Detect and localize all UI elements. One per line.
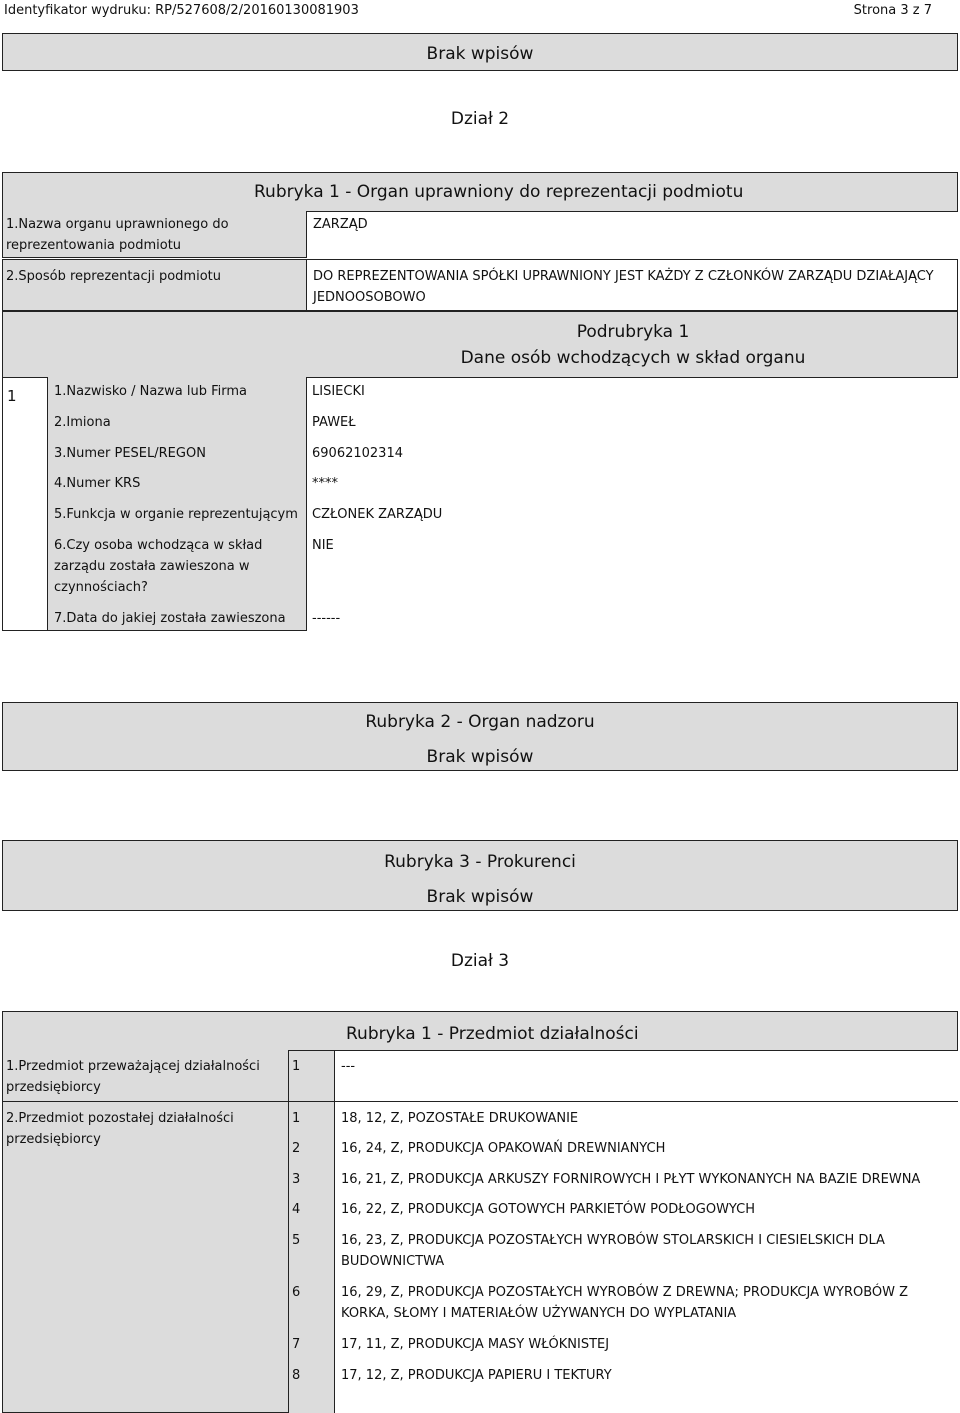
rubryka-2-box (2, 702, 958, 771)
field2-value-cell (306, 259, 958, 311)
other-activity-label: 2.Przedmiot pozostałej działalności przedsiębiorcy (6, 1111, 234, 1147)
print-identifier: Identyfikator wydruku: RP/527608/2/20160130081903 (4, 3, 359, 18)
person-field-label: 1.Nazwisko / Nazwa lub Firma (54, 384, 247, 399)
section-title-dzial-2: Dział 2 (450, 109, 510, 129)
divider (2, 1101, 958, 1102)
field1-value: ZARZĄD (313, 217, 368, 232)
list-item-number: 1 (292, 1111, 301, 1126)
list-item-number: 2 (292, 1141, 301, 1156)
field1-value-cell (306, 211, 958, 258)
rubryka-2-no-entries: Brak wpisów (426, 747, 534, 767)
list-item-text: 17, 12, Z, PRODUKCJA PAPIERU I TEKTURY (341, 1368, 612, 1383)
podrubryka-subtitle: Dane osób wchodzących w skład organu (460, 348, 806, 368)
list-item-text: 16, 29, Z, PRODUKCJA POZOSTAŁYCH WYROBÓW Z DREWNA; PRODUKCJA WYROBÓW Z KORKA, SŁOMY I MATERIAŁÓW UŻYWANYCH DO WYPLATANIA (341, 1285, 909, 1321)
list-item-number: 3 (292, 1172, 301, 1187)
list-item-number: 5 (292, 1233, 301, 1248)
person-field-value: 69062102314 (312, 446, 403, 461)
rubryka-3-title: Rubryka 3 - Prokurenci (384, 852, 576, 872)
person-index: 1 (7, 387, 17, 405)
list-item-text: 16, 24, Z, PRODUKCJA OPAKOWAŃ DREWNIANYCH (341, 1141, 666, 1156)
rubryka-1-title: Rubryka 1 - Organ uprawniony do reprezentacji podmiotu (254, 182, 744, 202)
no-entries-text: Brak wpisów (426, 44, 534, 64)
page-number: Strona 3 z 7 (853, 3, 932, 18)
section-title-dzial-3: Dział 3 (450, 951, 510, 971)
person-field-label: 3.Numer PESEL/REGON (54, 446, 206, 461)
person-field-label: 6.Czy osoba wchodząca w skład zarządu została zawieszona w czynnościach? (54, 538, 263, 595)
main-activity-label: 1.Przedmiot przeważającej działalności przedsiębiorcy (6, 1059, 260, 1095)
person-field-value: ------ (312, 611, 341, 626)
list-item-text: 16, 22, Z, PRODUKCJA GOTOWYCH PARKIETÓW PODŁOGOWYCH (341, 1202, 756, 1217)
person-field-value: PAWEŁ (312, 415, 356, 430)
field2-label: 2.Sposób reprezentacji podmiotu (6, 269, 221, 284)
przedmiot-title: Rubryka 1 - Przedmiot działalności (346, 1024, 639, 1044)
person-field-label: 5.Funkcja w organie reprezentującym (54, 507, 298, 522)
person-index-cell (2, 377, 48, 631)
rubryka-2-title: Rubryka 2 - Organ nadzoru (365, 712, 595, 732)
person-field-label: 4.Numer KRS (54, 476, 141, 491)
field1-label: 1.Nazwa organu uprawnionego do reprezentowania podmiotu (6, 217, 229, 253)
field2-value: DO REPREZENTOWANIA SPÓŁKI UPRAWNIONY JEST KAŻDY Z CZŁONKÓW ZARZĄDU DZIAŁAJĄCY JEDNOOSOBOWO (313, 269, 934, 305)
list-item-text: --- (341, 1059, 356, 1074)
rubryka-3-box (2, 840, 958, 911)
top-empty-box (2, 33, 958, 71)
list-item-text: 16, 23, Z, PRODUKCJA POZOSTAŁYCH WYROBÓW STOLARSKICH I CIESIELSKICH DLA BUDOWNICTWA (341, 1233, 885, 1269)
list-item-text: 17, 11, Z, PRODUKCJA MASY WŁÓKNISTEJ (341, 1337, 610, 1352)
rubryka-3-no-entries: Brak wpisów (426, 887, 534, 907)
person-field-value: CZŁONEK ZARZĄDU (312, 507, 443, 522)
list-item-text: 18, 12, Z, POZOSTAŁE DRUKOWANIE (341, 1111, 579, 1126)
person-field-value: **** (312, 476, 338, 491)
list-item-number: 6 (292, 1285, 301, 1300)
person-field-value: LISIECKI (312, 384, 365, 399)
list-item-number: 8 (292, 1368, 301, 1383)
list-item-number: 7 (292, 1337, 301, 1352)
person-field-value: NIE (312, 538, 334, 553)
list-item-number: 1 (292, 1059, 301, 1074)
list-item-text: 16, 21, Z, PRODUKCJA ARKUSZY FORNIROWYCH I PŁYT WYKONANYCH NA BAZIE DREWNA (341, 1172, 921, 1187)
podrubryka-title: Podrubryka 1 (576, 322, 690, 342)
person-field-label: 7.Data do jakiej została zawieszona (54, 611, 286, 626)
person-field-label: 2.Imiona (54, 415, 111, 430)
list-item-number: 4 (292, 1202, 301, 1217)
